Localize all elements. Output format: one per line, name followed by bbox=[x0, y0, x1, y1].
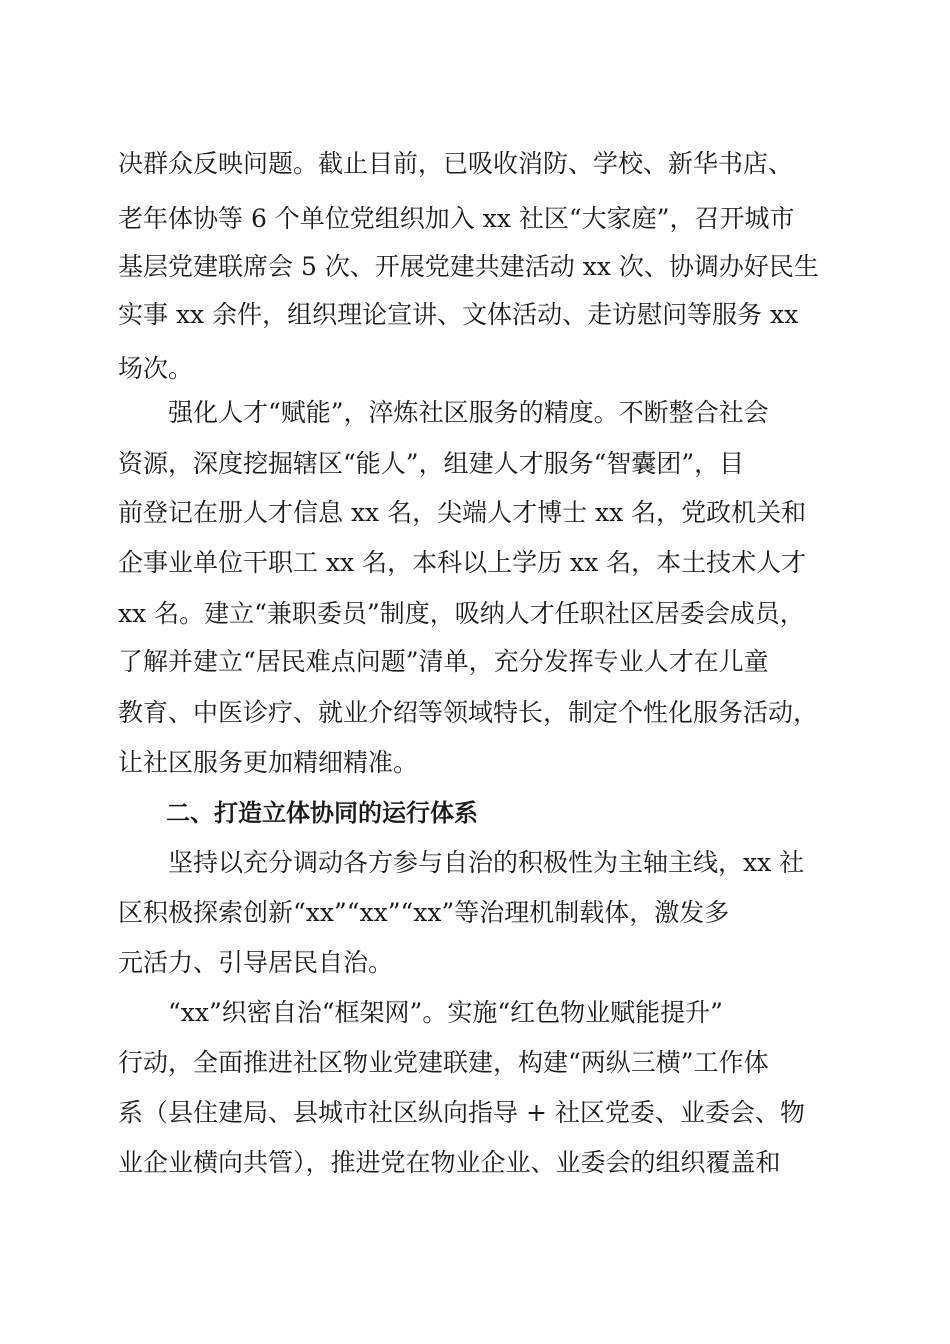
body-text-line: 行动，全面推进社区物业党建联建，构建“两纵三横”工作体 bbox=[118, 1048, 769, 1077]
body-text-line: xx 名。建立“兼职委员”制度，吸纳人才任职社区居委会成员， bbox=[118, 599, 805, 628]
body-text-line: 坚持以充分调动各方参与自治的积极性为主轴主线，xx 社 bbox=[118, 848, 805, 877]
body-text-line: 业企业横向共管），推进党在物业企业、业委会的组织覆盖和 bbox=[118, 1148, 781, 1177]
body-text-line: 区积极探索创新“xx”“xx”“xx”等治理机制载体，激发多 bbox=[118, 898, 730, 927]
body-text-line: 基层党建联席会 5 次、开展党建共建活动 xx 次、协调办好民生 bbox=[118, 252, 819, 281]
section-heading: 二、打造立体协同的运行体系 bbox=[118, 799, 478, 827]
body-text-line: 让社区服务更加精细精准。 bbox=[118, 748, 419, 777]
body-text-line: 决群众反映问题。截止目前，已吸收消防、学校、新华书店、 bbox=[118, 149, 794, 178]
body-text-line: 前登记在册人才信息 xx 名，尖端人才博士 xx 名，党政机关和 bbox=[118, 498, 807, 527]
body-text-line: 教育、中医诊疗、就业介绍等领域特长，制定个性化服务活动， bbox=[118, 698, 819, 727]
body-text-line: 实事 xx 余件，组织理论宣讲、文体活动、走访慰问等服务 xx bbox=[118, 300, 799, 329]
body-text-line: 元活力、引导居民自治。 bbox=[118, 948, 394, 977]
body-text-line: 了解并建立“居民难点问题”清单，充分发挥专业人才在儿童 bbox=[118, 647, 769, 676]
body-text-line: “xx”织密自治“框架网”。实施“红色物业赋能提升” bbox=[118, 998, 723, 1027]
body-text-line: 资源，深度挖掘辖区“能人”，组建人才服务“智囊团”，目 bbox=[118, 449, 745, 478]
body-text-line: 系（县住建局、县城市社区纵向指导 + 社区党委、业委会、物 bbox=[118, 1098, 805, 1127]
body-text-line: 强化人才“赋能”，淬炼社区服务的精度。不断整合社会 bbox=[118, 398, 769, 427]
body-text-line: 企事业单位干职工 xx 名，本科以上学历 xx 名，本土技术人才 bbox=[118, 548, 807, 577]
body-text-line: 老年体协等 6 个单位党组织加入 xx 社区“大家庭”，召开城市 bbox=[118, 204, 795, 233]
body-text-line: 场次。 bbox=[118, 354, 194, 383]
